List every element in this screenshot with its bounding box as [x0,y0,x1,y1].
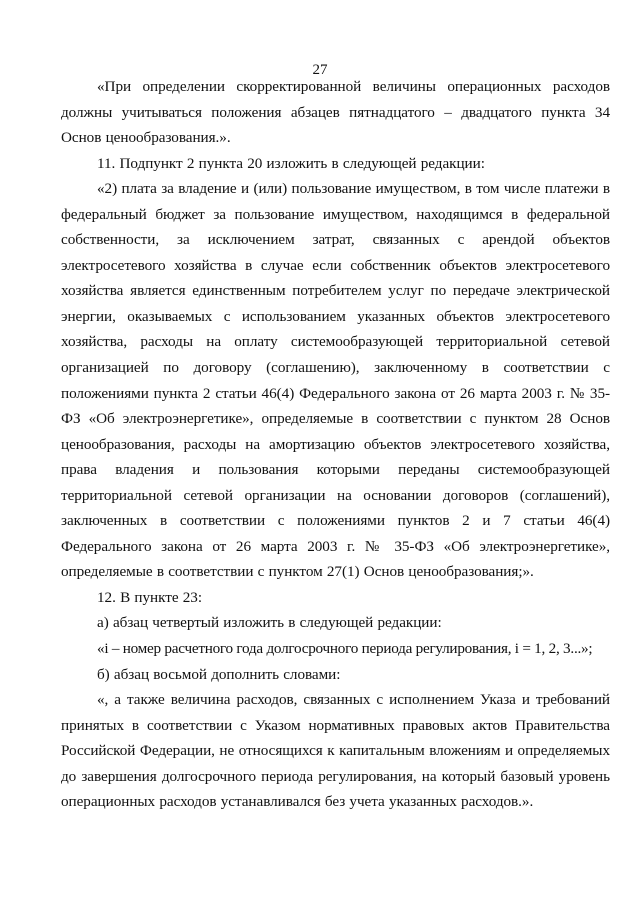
paragraph-subitem-b: б) абзац восьмой дополнить словами: [97,665,341,683]
paragraph-subitem-a: а) абзац четвертый изложить в следующей редакции: [97,614,442,632]
paragraph-addition-words: «, а также величина расходов, связанных с исполнением Указа и требований принятых в соответствии с Указом нормативных правовых актов Правительства Российской Федерации, не относящихся к капитальным вложениям и определяемых до завершения долгосрочного периода регулирования, на который базовый уровень операционных расходов устанавливался без учета указанных расходов.». [61,691,610,811]
paragraph-item-11: 11. Подпункт 2 пункта 20 изложить в следующей редакции: [97,154,485,172]
paragraph-i-definition: «i – номер расчетного года долгосрочного периода регулирования, i = 1, 2, 3...»; [97,640,593,658]
paragraph-item-12: 12. В пункте 23: [97,588,203,606]
paragraph-subitem-2-text: «2) плата за владение и (или) пользование имуществом, в том числе платежи в федеральный бюджет за пользование имуществом, находящимся в федеральной собственности, за исключением затрат, связанных с арендой объектов электросетевого хозяйства в случае если собственник объектов электросетевого хозяйства является единственным потребителем услуг по передаче электрической энергии, оказываемых с использованием указанных объектов электросетевого хозяйства, расходы на оплату системообразующей территориальной сетевой организацией по договору (соглашению), заключенному в соответствии с положениями пункта 2 статьи 46(4) Федерального закона от 26 марта 2003 г. № 35-ФЗ «Об электроэнергетике», определяемые в соответствии с пунктом 28 Основ ценообразования, расходы на амортизацию объектов электросетевого хозяйства, права владения и пользования которыми переданы системообразующей территориальной сетевой организации на основании договоров (соглашений), заключенных в соответствии с положениями пунктов 2 и 7 статьи 46(4) Федерального закона от 26 марта 2003 г. № 35-ФЗ «Об электроэнергетике», определяемые в соответствии с пунктом 27(1) Основ ценообразования;». [61,180,610,581]
document-body [61,74,610,815]
paragraph-quote-operating-expenses: «При определении скорректированной величины операционных расходов должны учитываться положения абзацев пятнадцатого – двадцатого пункта 34 Основ ценообразования.». [61,78,610,147]
page-number: 27 [312,62,328,78]
